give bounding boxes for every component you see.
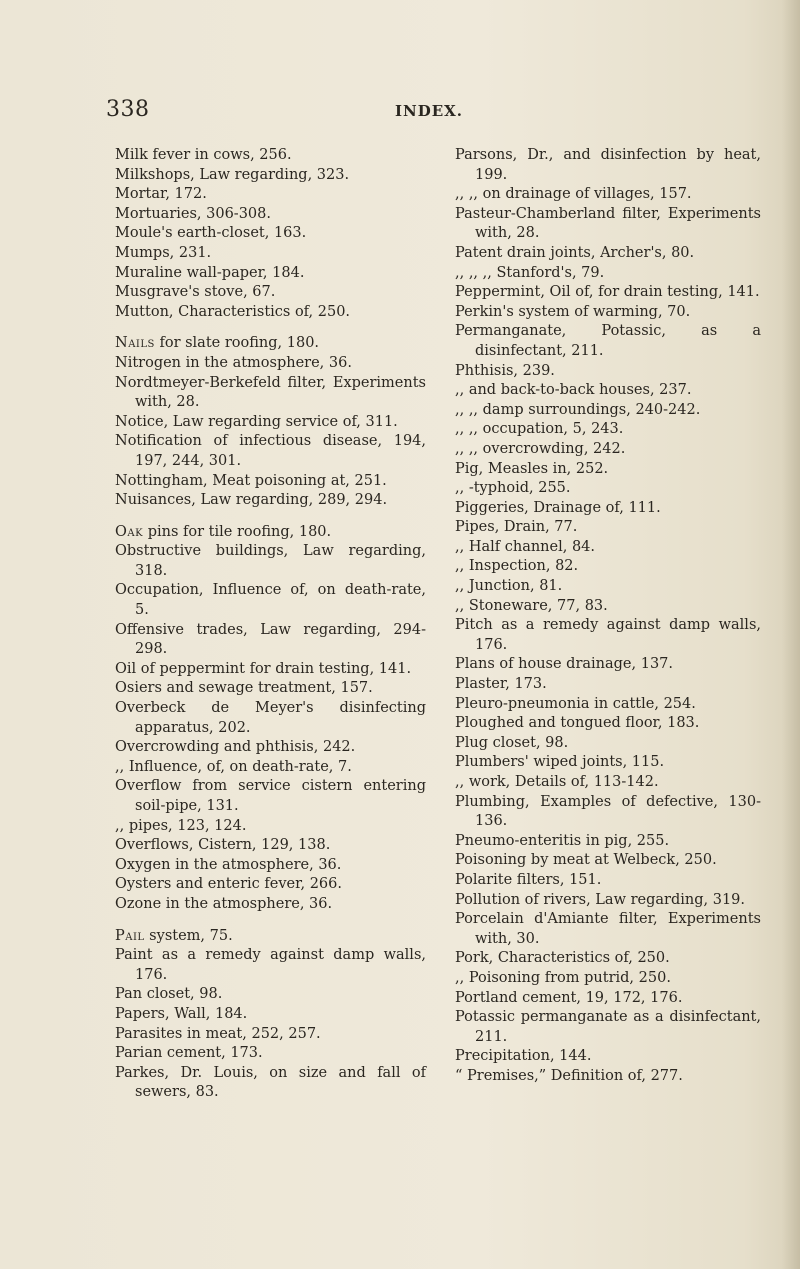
index-entry <box>455 695 761 715</box>
index-entry-text: Pasteur-Chamberland filter, Experiments with, 28. <box>455 205 761 242</box>
index-entry <box>115 491 426 511</box>
index-column-right <box>455 146 761 1087</box>
index-entry <box>115 927 426 947</box>
index-entry-text: Porcelain d'Amiante filter, Experiments with, 30. <box>455 911 761 947</box>
index-entry <box>455 773 761 793</box>
index-entry-text: Pig, Measles in, 252. <box>455 460 609 477</box>
index-entry-text: Mortuaries, 306-308. <box>115 205 271 222</box>
index-entry-text: Milkshops, Law regarding, 323. <box>115 166 350 183</box>
index-entry <box>115 856 426 876</box>
index-entry-text: Pollution of rivers, Law regarding, 319. <box>455 891 745 908</box>
index-entry-text: Overbeck de Meyer's disinfecting apparatus, 202. <box>115 700 426 736</box>
index-entry <box>455 381 761 401</box>
index-entry-text: ,, and back-to-back houses, 237. <box>455 382 692 399</box>
index-entry-text: Notification of infectious disease, 194, 197, 244, 301. <box>115 433 426 469</box>
index-entry <box>115 679 426 699</box>
index-entry <box>115 264 426 284</box>
index-entry <box>115 836 426 856</box>
index-entry-text: Overcrowding and phthisis, 242. <box>115 739 356 756</box>
index-entry-text: Plaster, 173. <box>455 676 547 693</box>
index-entry-text: Permanganate, Potassic, as a disinfectant, 211. <box>455 323 761 359</box>
index-entry <box>455 597 761 617</box>
index-entry <box>115 542 426 581</box>
index-entry <box>455 910 761 949</box>
index-entry <box>115 523 426 543</box>
index-entry-text: ,, ,, on drainage of villages, 157. <box>455 186 692 203</box>
index-entry <box>115 303 426 323</box>
index-entry <box>455 146 761 185</box>
index-entry-text: Pleuro-pneumonia in cattle, 254. <box>455 695 696 712</box>
index-entry <box>115 1005 426 1025</box>
index-entry <box>115 738 426 758</box>
index-entry-text: ,, Inspection, 82. <box>455 558 579 575</box>
index-entry-initial-word: Oak <box>115 523 144 540</box>
index-entry <box>455 714 761 734</box>
index-entry-text: Occupation, Influence of, on death-rate, 5. <box>115 582 426 619</box>
index-entry-text: “ Premises,” Definition of, 277. <box>455 1067 683 1084</box>
index-entry <box>115 472 426 492</box>
index-entry <box>455 538 761 558</box>
index-entry-text: Osiers and sewage treatment, 157. <box>115 680 373 697</box>
index-column-left <box>115 146 426 1103</box>
index-entry <box>455 851 761 871</box>
index-entry <box>455 1047 761 1067</box>
index-entry-text: ,, Influence, of, on death-rate, 7. <box>115 758 352 775</box>
index-entry <box>115 621 426 660</box>
index-entry <box>455 1067 761 1087</box>
index-entry-text: pins for tile roofing, 180. <box>143 523 332 540</box>
index-entry-text: Overflow from service cistern entering soil-pipe, 131. <box>115 778 426 814</box>
index-entry-text: Parkes, Dr. Louis, on size and fall of sewers, 83. <box>115 1064 426 1101</box>
index-entry <box>455 303 761 323</box>
index-entry-text: Oxygen in the atmosphere, 36. <box>115 856 342 873</box>
page-number: 338 <box>106 97 150 122</box>
index-entry-text: Nitrogen in the atmosphere, 36. <box>115 354 352 371</box>
index-entry <box>115 581 426 620</box>
index-entry-text: ,, -typhoid, 255. <box>455 480 571 497</box>
index-entry <box>115 777 426 816</box>
index-entry <box>455 734 761 754</box>
index-entry-text: Ozone in the atmosphere, 36. <box>115 895 333 912</box>
index-entry <box>455 832 761 852</box>
index-entry-text: Portland cement, 19, 172, 176. <box>455 989 683 1006</box>
index-entry-text: Mortar, 172. <box>115 186 207 203</box>
index-entry <box>115 432 426 471</box>
index-entry-text: ,, ,, damp surroundings, 240-242. <box>455 401 701 418</box>
index-entry-text: Piggeries, Drainage of, 111. <box>455 499 661 516</box>
index-entry-text: ,, Junction, 81. <box>455 578 563 595</box>
index-entry-text: Offensive trades, Law regarding, 294-298. <box>115 621 426 658</box>
index-entry <box>455 675 761 695</box>
index-entry <box>455 871 761 891</box>
index-entry-text: Pneumo-enteritis in pig, 255. <box>455 832 670 849</box>
index-entry <box>115 985 426 1005</box>
index-entry <box>455 264 761 284</box>
index-entry <box>455 401 761 421</box>
index-entry <box>115 224 426 244</box>
index-entry <box>455 577 761 597</box>
index-entry <box>455 283 761 303</box>
page-header <box>0 97 800 127</box>
index-entry <box>455 322 761 361</box>
index-entry <box>455 989 761 1009</box>
index-entry <box>115 334 426 354</box>
index-entry-text: ,, Poisoning from putrid, 250. <box>455 969 671 986</box>
index-entry <box>115 817 426 837</box>
index-entry-text: Mumps, 231. <box>115 244 212 261</box>
index-entry <box>455 557 761 577</box>
index-entry-text: Overflows, Cistern, 129, 138. <box>115 837 331 854</box>
page-edge-shadow <box>782 0 800 1269</box>
index-entry-text: Parasites in meat, 252, 257. <box>115 1025 321 1042</box>
index-entry <box>455 793 761 832</box>
index-entry-text: Parsons, Dr., and disinfection by heat, 199. <box>455 147 761 183</box>
index-entry-text: ,, ,, overcrowding, 242. <box>455 440 626 457</box>
index-entry-initial-word: Nails <box>115 335 155 352</box>
index-entry-text: Plumbers' wiped joints, 115. <box>455 754 665 771</box>
index-entry-text: Paint as a remedy against damp walls, 176. <box>115 947 426 983</box>
index-entry-text: Poisoning by meat at Welbeck, 250. <box>455 852 717 869</box>
index-entry-text: ,, work, Details of, 113-142. <box>455 774 659 790</box>
index-entry-text: Papers, Wall, 184. <box>115 1005 248 1022</box>
index-entry-text: Plug closet, 98. <box>455 734 569 751</box>
index-entry <box>455 460 761 480</box>
index-entry <box>115 166 426 186</box>
running-head: INDEX. <box>395 102 464 120</box>
index-entry-text: ,, ,, occupation, 5, 243. <box>455 421 624 438</box>
index-entry-text: Milk fever in cows, 256. <box>115 147 292 163</box>
index-entry-text: Precipitation, 144. <box>455 1048 592 1065</box>
index-entry-text: Plans of house drainage, 137. <box>455 656 674 673</box>
index-entry-text: system, 75. <box>144 927 233 944</box>
index-entry <box>455 205 761 244</box>
index-entry <box>115 1064 426 1103</box>
index-entry-text: for slate roofing, 180. <box>154 335 320 352</box>
index-entry-text: ,, Half channel, 84. <box>455 538 596 555</box>
index-entry <box>455 244 761 264</box>
index-entry-text: Polarite filters, 151. <box>455 871 602 888</box>
index-entry-text: ,, Stoneware, 77, 83. <box>455 597 608 614</box>
index-entry <box>455 949 761 969</box>
index-entry-text: Nordtmeyer-Berkefeld filter, Experiments with, 28. <box>115 374 426 411</box>
index-entry <box>115 895 426 915</box>
index-entry <box>115 185 426 205</box>
index-entry-text: ,, ,, ,, Stanford's, 79. <box>455 264 605 281</box>
index-entry-text: Potassic permanganate as a disinfectant, 211. <box>455 1009 761 1045</box>
index-entry-text: Muraline wall-paper, 184. <box>115 264 305 281</box>
index-entry <box>115 283 426 303</box>
index-entry <box>455 616 761 655</box>
index-entry <box>455 655 761 675</box>
index-entry-text: Plumbing, Examples of defective, 130-136. <box>455 793 761 830</box>
index-entry-text: Pitch as a remedy against damp walls, 176. <box>455 617 761 653</box>
index-entry <box>455 479 761 499</box>
index-entry <box>115 413 426 433</box>
index-entry <box>455 753 761 773</box>
index-entry-text: Musgrave's stove, 67. <box>115 284 276 301</box>
index-entry-text: Oysters and enteric fever, 266. <box>115 876 342 893</box>
index-entry <box>115 354 426 374</box>
index-entry-text: Parian cement, 173. <box>115 1045 263 1062</box>
index-entry-text: Moule's earth-closet, 163. <box>115 225 307 242</box>
index-entry-text: Ploughed and tongued floor, 183. <box>455 715 700 732</box>
index-entry <box>115 875 426 895</box>
index-entry <box>115 374 426 413</box>
index-entry <box>455 1008 761 1047</box>
index-entry <box>115 660 426 680</box>
index-entry-text: Pan closet, 98. <box>115 986 223 1003</box>
index-entry-text: Notice, Law regarding service of, 311. <box>115 413 398 430</box>
index-entry <box>115 758 426 778</box>
index-entry <box>115 946 426 985</box>
index-entry <box>455 969 761 989</box>
index-entry <box>455 362 761 382</box>
index-entry-text: Pork, Characteristics of, 250. <box>455 950 670 967</box>
index-entry <box>455 891 761 911</box>
index-entry-text: Patent drain joints, Archer's, 80. <box>455 244 695 261</box>
index-entry-text: ,, pipes, 123, 124. <box>115 817 247 834</box>
index-entry-text: Pipes, Drain, 77. <box>455 519 578 536</box>
index-entry-text: Perkin's system of warming, 70. <box>455 303 691 320</box>
index-entry <box>115 146 426 166</box>
index-entry <box>455 440 761 460</box>
index-entry <box>115 699 426 738</box>
index-entry-text: Oil of peppermint for drain testing, 141. <box>115 660 412 677</box>
index-entry-text: Nottingham, Meat poisoning at, 251. <box>115 472 387 489</box>
index-entry <box>115 244 426 264</box>
index-entry-text: Obstructive buildings, Law regarding, 318. <box>115 543 426 579</box>
index-entry <box>455 420 761 440</box>
index-entry-text: Peppermint, Oil of, for drain testing, 141. <box>455 284 760 301</box>
index-entry <box>115 1025 426 1045</box>
index-entry-text: Nuisances, Law regarding, 289, 294. <box>115 492 388 509</box>
index-entry <box>455 499 761 519</box>
index-entry <box>455 518 761 538</box>
index-entry-initial-word: Pail <box>115 927 145 944</box>
index-entry-text: Phthisis, 239. <box>455 362 555 379</box>
index-entry <box>115 205 426 225</box>
index-entry <box>115 1044 426 1064</box>
index-entry <box>455 185 761 205</box>
index-entry-text: Mutton, Characteristics of, 250. <box>115 303 351 320</box>
